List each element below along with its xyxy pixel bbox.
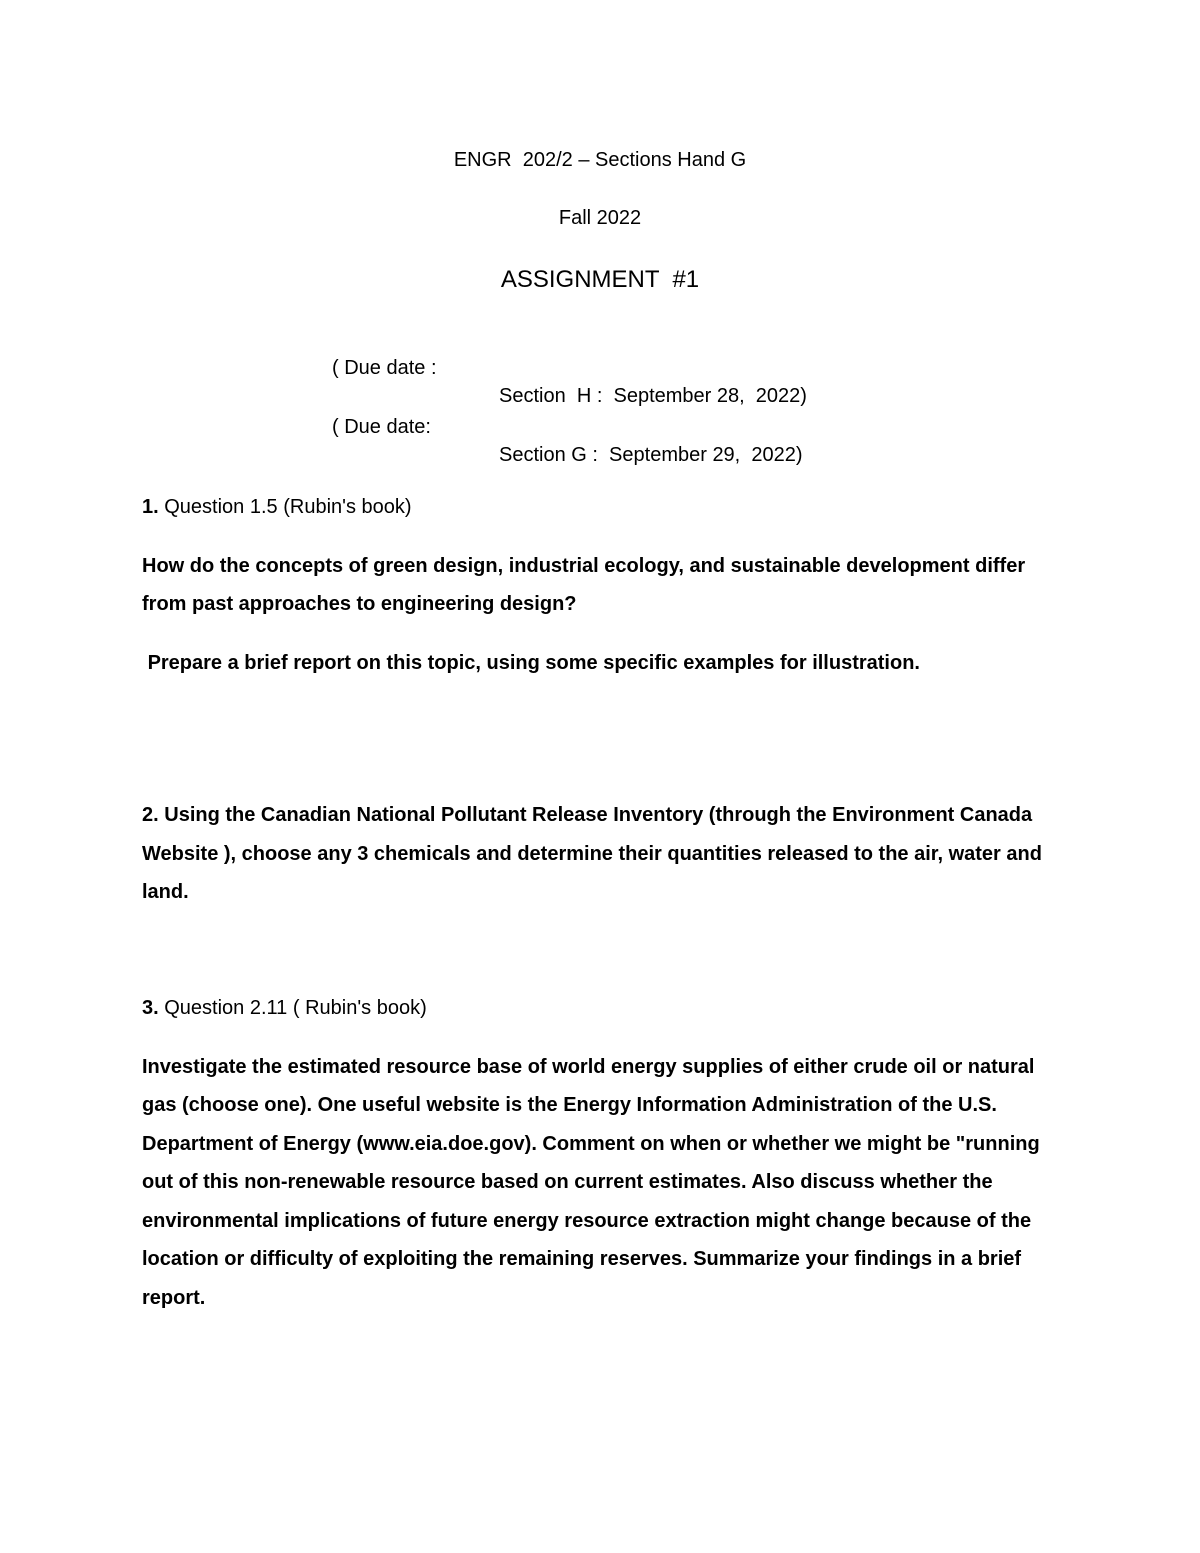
question-3-heading [142,989,1072,1028]
question-1 [142,488,1072,682]
question-heading-text: Question 2.11 ( Rubin's book) [164,997,427,1019]
question-2 [142,796,1072,912]
due-date-section-g [0,385,1200,497]
course-heading: ENGR 202/2 – Sections Hand G [453,149,747,171]
question-3-body: Investigate the estimated resource base of world energy supplies of either crude oil or natural gas (choose one). One useful website is the Energy Information Administration of the U.S. Department of Energy (www.eia.doe.gov). Comment on when or whether we might be "running out of this non-renewable resource based on current estimates. Also discuss whether the environmental implications of future energy resource extraction might change because of the location or difficulty of exploiting the remaining reserves. Summarize your findings in a brief report. [142,1055,1040,1309]
question-number: 3. [142,997,159,1019]
question-number: 1. [142,496,159,518]
question-1-instruction: Prepare a brief report on this topic, using some specific examples for illustration. [142,651,920,674]
due-date-detail: Section H : September 28, 2022) [499,385,807,407]
question-3 [142,989,1072,1317]
due-date-detail: Section G : September 29, 2022) [499,444,803,466]
question-2-body: Using the Canadian National Pollutant Release Inventory (through the Environment Canada Website ), choose any 3 chemicals and determine their quantities released to the air, water and land. [142,804,1042,903]
question-number: 2. [142,804,159,826]
due-date-label: ( Due date: [332,416,431,438]
question-heading-text: Question 1.5 (Rubin's book) [164,496,412,518]
due-date-label: ( Due date : [332,357,437,379]
term-heading: Fall 2022 [558,207,642,229]
page-title: ASSIGNMENT #1 [500,266,700,293]
question-1-body: How do the concepts of green design, industrial ecology, and sustainable development differ from past approaches to engineering design? [142,554,1026,615]
question-1-heading [142,488,1072,527]
